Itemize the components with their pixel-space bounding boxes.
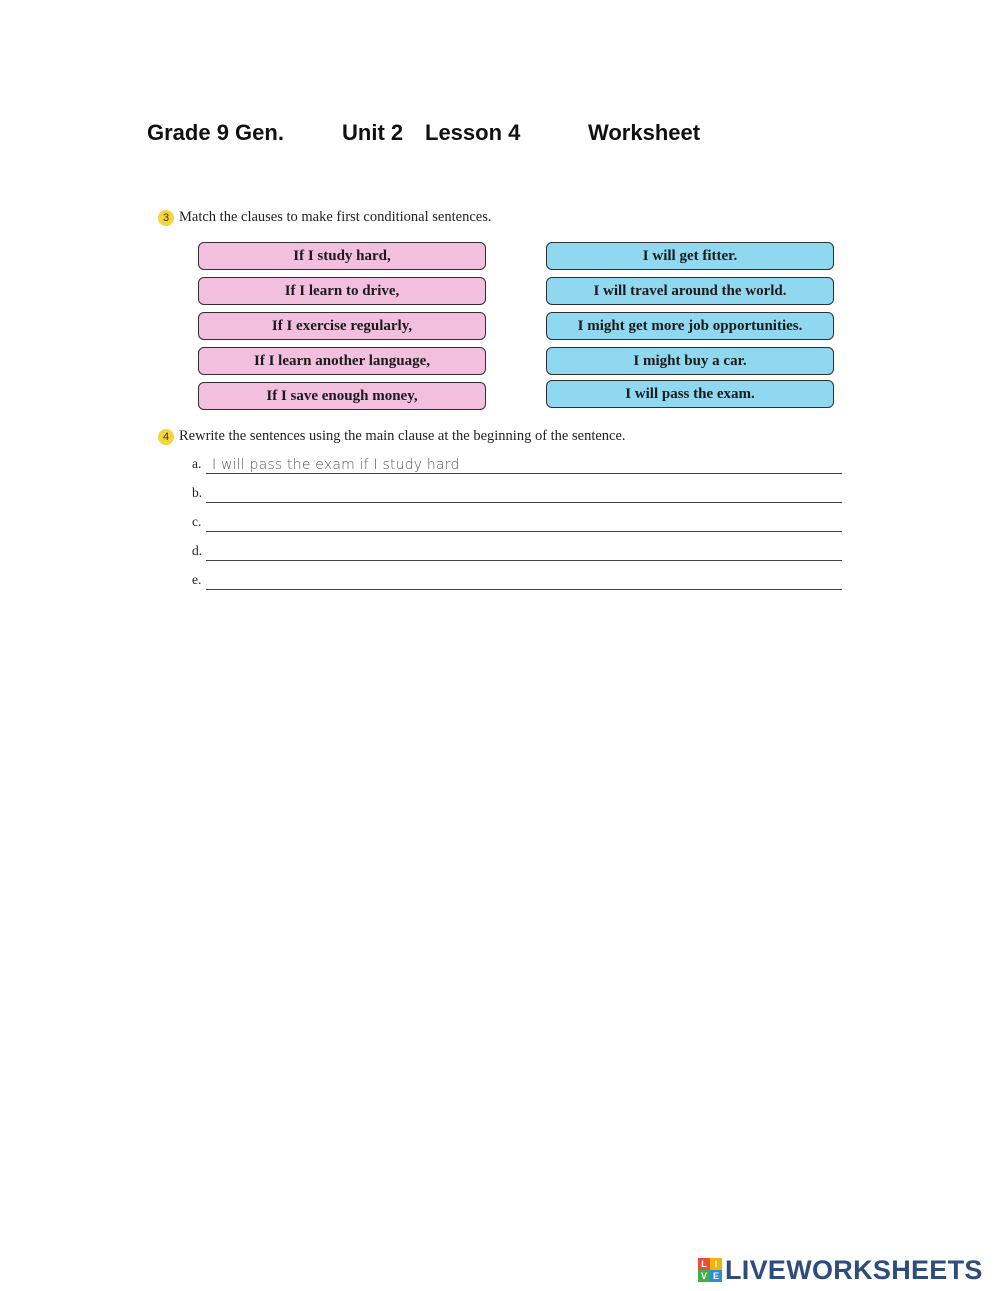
answer-line-label: a. <box>192 456 202 471</box>
left-clause-5[interactable]: If I save enough money, <box>198 382 486 410</box>
grade-label: Grade 9 Gen. <box>147 120 284 145</box>
logo-tile: I <box>710 1258 722 1270</box>
answer-line-rule <box>206 560 842 561</box>
answer-line-b[interactable] <box>192 481 842 503</box>
right-clause-3[interactable]: I might get more job opportunities. <box>546 312 834 340</box>
right-clause-2[interactable]: I will travel around the world. <box>546 277 834 305</box>
unit-label: Unit 2 <box>342 120 404 145</box>
liveworksheets-logo[interactable] <box>698 1253 983 1287</box>
answer-text[interactable]: I will pass the exam if I study hard <box>212 457 460 473</box>
liveworksheets-wordmark: LIVEWORKSHEETS <box>725 1254 983 1285</box>
answer-line-rule <box>206 502 842 503</box>
answer-line-d[interactable] <box>192 539 842 561</box>
right-clause-5[interactable]: I will pass the exam. <box>546 380 834 408</box>
answer-line-rule <box>206 589 842 590</box>
left-clause-3[interactable]: If I exercise regularly, <box>198 312 486 340</box>
liveworksheets-icon <box>698 1258 722 1282</box>
lesson-label: Lesson 4 <box>425 120 521 145</box>
answer-line-rule <box>206 473 842 474</box>
left-clause-2[interactable]: If I learn to drive, <box>198 277 486 305</box>
worksheet-header <box>0 118 1000 154</box>
exercise-3-number-badge: 3 <box>158 210 174 226</box>
right-clause-4[interactable]: I might buy a car. <box>546 347 834 375</box>
answer-line-a[interactable] <box>192 452 842 474</box>
left-clause-1[interactable]: If I study hard, <box>198 242 486 270</box>
exercise-4-instruction-text: Rewrite the sentences using the main clause at the beginning of the sentence. <box>179 428 626 444</box>
answer-line-e[interactable] <box>192 568 842 590</box>
answer-line-c[interactable] <box>192 510 842 532</box>
logo-tile: V <box>698 1270 710 1282</box>
worksheet-label: Worksheet <box>588 120 701 145</box>
left-clause-4[interactable]: If I learn another language, <box>198 347 486 375</box>
exercise-4-number-badge: 4 <box>158 429 174 445</box>
logo-tile: L <box>698 1258 710 1270</box>
answer-line-label: b. <box>192 485 203 500</box>
exercise-4-instruction <box>158 428 626 445</box>
answer-line-label: c. <box>192 514 202 529</box>
exercise-3-instruction-text: Match the clauses to make first conditional sentences. <box>179 209 492 225</box>
logo-tile: E <box>710 1270 722 1282</box>
right-clause-1[interactable]: I will get fitter. <box>546 242 834 270</box>
answer-line-label: e. <box>192 572 202 587</box>
answer-line-rule <box>206 531 842 532</box>
exercise-3-instruction <box>158 209 491 226</box>
answer-line-label: d. <box>192 543 203 558</box>
